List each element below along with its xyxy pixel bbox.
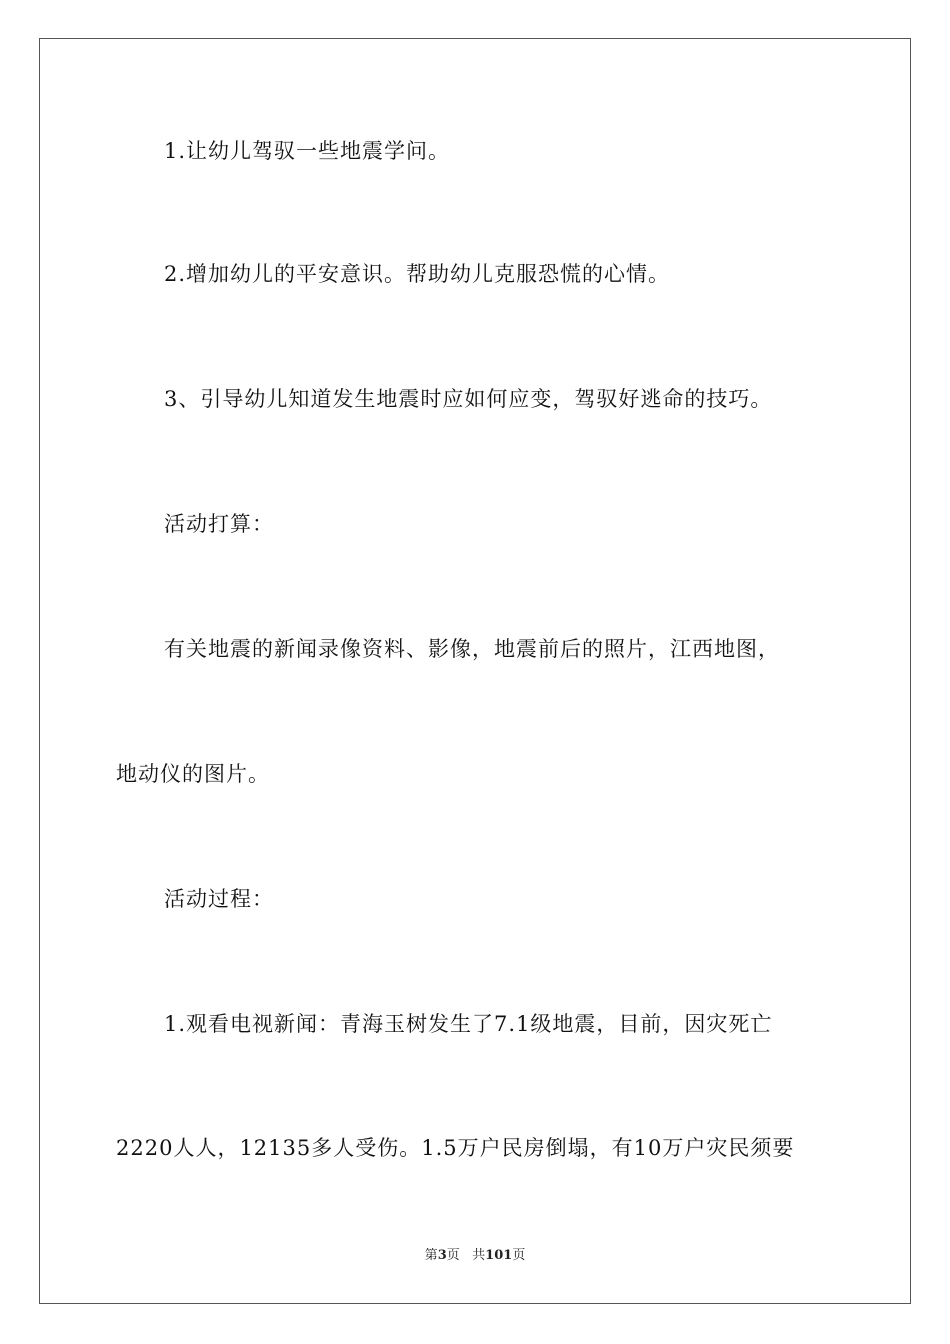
objective-3: 3、引导幼儿知道发生地震时应如何应变，驾驭好逃命的技巧。	[164, 387, 773, 411]
footer-total-prefix: 共	[472, 1248, 486, 1263]
page-border	[39, 38, 911, 1304]
footer-total-number: 101	[485, 1248, 513, 1263]
footer-page-prefix: 第	[424, 1248, 438, 1263]
process-step-1: 1.观看电视新闻：青海玉树发生了7.1级地震，目前，因灾死亡	[164, 1012, 773, 1036]
objective-1: 1.让幼儿驾驭一些地震学问。	[164, 139, 451, 163]
process-step-1-continued: 2220人人，12135多人受伤。1.5万户民房倒塌，有10万户灾民须要	[116, 1136, 795, 1160]
preparation-text: 有关地震的新闻录像资料、影像，地震前后的照片，江西地图，	[164, 637, 780, 661]
preparation-heading: 活动打算：	[164, 512, 274, 536]
process-heading: 活动过程：	[164, 887, 274, 911]
footer-total-suffix: 页	[512, 1248, 526, 1263]
footer-page-number: 3	[437, 1248, 447, 1263]
objective-2: 2.增加幼儿的平安意识。帮助幼儿克服恐慌的心情。	[164, 262, 671, 286]
footer-page-suffix: 页	[446, 1248, 460, 1263]
preparation-text-continued: 地动仪的图片。	[116, 762, 270, 786]
page-footer	[0, 1246, 950, 1266]
